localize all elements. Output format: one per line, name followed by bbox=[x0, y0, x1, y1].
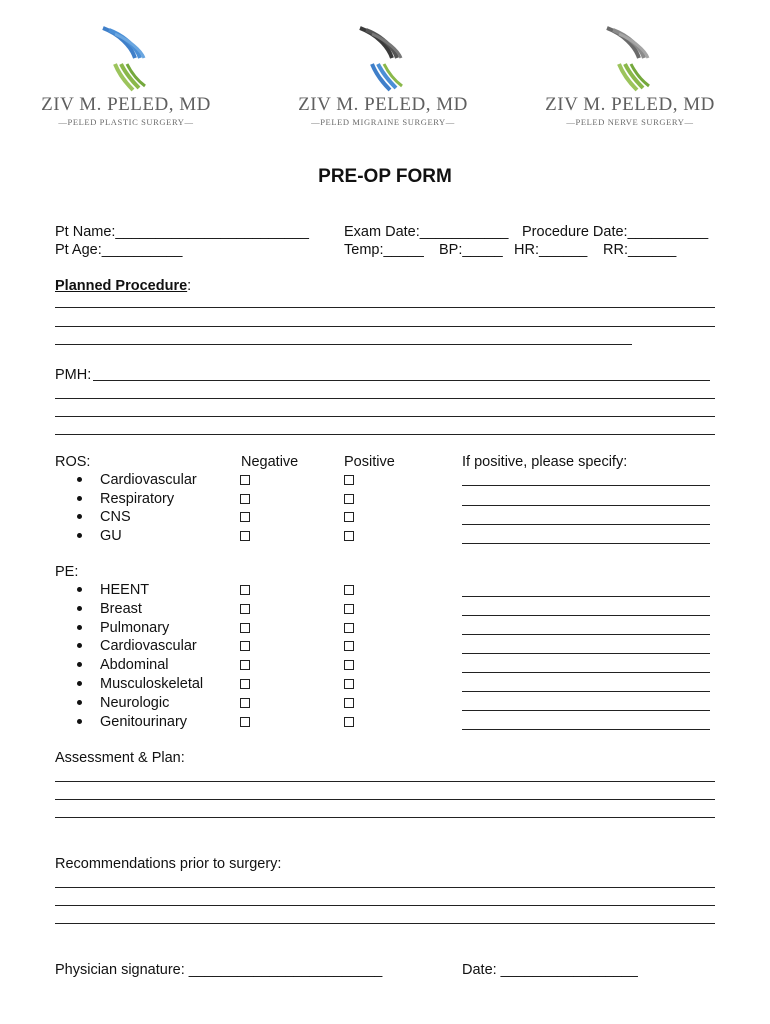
logo-subtitle: —PELED PLASTIC SURGERY— bbox=[58, 117, 194, 127]
negative-checkbox[interactable] bbox=[240, 623, 250, 633]
bullet-icon bbox=[77, 514, 82, 519]
specify-line[interactable] bbox=[462, 505, 710, 506]
pe-item: Neurologic bbox=[100, 695, 170, 711]
specify-line[interactable] bbox=[462, 710, 710, 711]
logo-plastic-surgery bbox=[31, 24, 221, 134]
positive-checkbox[interactable] bbox=[344, 641, 354, 651]
bullet-icon bbox=[77, 477, 82, 482]
negative-checkbox[interactable] bbox=[240, 641, 250, 651]
logo-nerve-surgery bbox=[535, 24, 725, 134]
planned-procedure-line[interactable] bbox=[55, 344, 632, 345]
positive-checkbox[interactable] bbox=[344, 585, 354, 595]
positive-checkbox[interactable] bbox=[344, 698, 354, 708]
procedure-date-field[interactable]: Procedure Date:__________ bbox=[522, 224, 709, 240]
specify-line[interactable] bbox=[462, 653, 710, 654]
pmh-line[interactable] bbox=[55, 398, 715, 399]
negative-checkbox[interactable] bbox=[240, 585, 250, 595]
planned-procedure-label: Planned Procedure bbox=[55, 278, 188, 294]
positive-checkbox[interactable] bbox=[344, 717, 354, 727]
bullet-icon bbox=[77, 681, 82, 686]
specify-line[interactable] bbox=[462, 634, 710, 635]
negative-checkbox[interactable] bbox=[240, 512, 250, 522]
assessment-line[interactable] bbox=[55, 799, 715, 800]
bullet-icon bbox=[77, 533, 82, 538]
pt-name-field[interactable]: Pt Name:________________________ bbox=[55, 224, 309, 240]
logo-subtitle: —PELED NERVE SURGERY— bbox=[566, 117, 694, 127]
bullet-icon bbox=[77, 643, 82, 648]
bullet-icon bbox=[77, 587, 82, 592]
bullet-icon bbox=[77, 496, 82, 501]
physician-signature-field[interactable]: Physician signature: ________________________ bbox=[55, 962, 383, 978]
pe-item: Musculoskeletal bbox=[100, 676, 204, 692]
recommendations-label: Recommendations prior to surgery: bbox=[55, 856, 282, 872]
form-title: PRE-OP FORM bbox=[318, 166, 452, 187]
hr-field[interactable]: HR:______ bbox=[514, 242, 588, 258]
ros-item: Respiratory bbox=[100, 491, 175, 507]
negative-checkbox[interactable] bbox=[240, 698, 250, 708]
logo-swoosh-icon bbox=[595, 24, 665, 92]
bullet-icon bbox=[77, 700, 82, 705]
bullet-icon bbox=[77, 719, 82, 724]
planned-procedure-colon: : bbox=[187, 278, 192, 294]
ros-item: CNS bbox=[100, 509, 131, 525]
positive-checkbox[interactable] bbox=[344, 531, 354, 541]
planned-procedure-heading bbox=[55, 277, 191, 295]
positive-checkbox[interactable] bbox=[344, 660, 354, 670]
pe-label: PE: bbox=[55, 564, 79, 580]
logo-name: ZIV M. PELED, MD bbox=[41, 94, 211, 115]
planned-procedure-line[interactable] bbox=[55, 326, 715, 327]
specify-line[interactable] bbox=[462, 485, 710, 486]
positive-checkbox[interactable] bbox=[344, 604, 354, 614]
positive-checkbox[interactable] bbox=[344, 623, 354, 633]
pmh-line[interactable] bbox=[55, 434, 715, 435]
pmh-label: PMH: bbox=[55, 367, 92, 383]
pt-age-field[interactable]: Pt Age:__________ bbox=[55, 242, 183, 258]
pe-item: Pulmonary bbox=[100, 620, 170, 636]
specify-line[interactable] bbox=[462, 615, 710, 616]
bullet-icon bbox=[77, 606, 82, 611]
assessment-plan-label: Assessment & Plan: bbox=[55, 750, 185, 766]
temp-field[interactable]: Temp:_____ bbox=[344, 242, 424, 258]
logo-swoosh-icon bbox=[348, 24, 418, 92]
negative-checkbox[interactable] bbox=[240, 679, 250, 689]
bullet-icon bbox=[77, 662, 82, 667]
specify-line[interactable] bbox=[462, 672, 710, 673]
logo-subtitle: —PELED MIGRAINE SURGERY— bbox=[311, 117, 455, 127]
positive-checkbox[interactable] bbox=[344, 512, 354, 522]
logo-name: ZIV M. PELED, MD bbox=[545, 94, 715, 115]
specify-line[interactable] bbox=[462, 524, 710, 525]
specify-line[interactable] bbox=[462, 543, 710, 544]
pe-item: Genitourinary bbox=[100, 714, 188, 730]
recommendations-line[interactable] bbox=[55, 887, 715, 888]
logo-name: ZIV M. PELED, MD bbox=[298, 94, 468, 115]
negative-column-header: Negative bbox=[241, 454, 299, 470]
pmh-line[interactable] bbox=[55, 416, 715, 417]
specify-line[interactable] bbox=[462, 596, 710, 597]
ros-item: Cardiovascular bbox=[100, 472, 197, 488]
positive-checkbox[interactable] bbox=[344, 475, 354, 485]
date-field[interactable]: Date: _________________ bbox=[462, 962, 638, 978]
ros-item: GU bbox=[100, 528, 122, 544]
logo-migraine-surgery bbox=[288, 24, 478, 134]
specify-line[interactable] bbox=[462, 729, 710, 730]
negative-checkbox[interactable] bbox=[240, 660, 250, 670]
pe-item: HEENT bbox=[100, 582, 150, 598]
negative-checkbox[interactable] bbox=[240, 475, 250, 485]
logo-swoosh-icon bbox=[91, 24, 161, 92]
pe-item: Cardiovascular bbox=[100, 638, 197, 654]
negative-checkbox[interactable] bbox=[240, 494, 250, 504]
planned-procedure-line[interactable] bbox=[55, 307, 715, 308]
recommendations-line[interactable] bbox=[55, 923, 715, 924]
positive-checkbox[interactable] bbox=[344, 679, 354, 689]
pe-item: Abdominal bbox=[100, 657, 169, 673]
specify-line[interactable] bbox=[462, 691, 710, 692]
pe-item: Breast bbox=[100, 601, 142, 617]
rr-field[interactable]: RR:______ bbox=[603, 242, 677, 258]
bullet-icon bbox=[77, 625, 82, 630]
recommendations-line[interactable] bbox=[55, 905, 715, 906]
assessment-line[interactable] bbox=[55, 781, 715, 782]
bp-field[interactable]: BP:_____ bbox=[439, 242, 503, 258]
ros-label: ROS: bbox=[55, 454, 91, 470]
negative-checkbox[interactable] bbox=[240, 531, 250, 541]
negative-checkbox[interactable] bbox=[240, 717, 250, 727]
pmh-line[interactable] bbox=[93, 380, 710, 381]
specify-column-header: If positive, please specify: bbox=[462, 454, 628, 470]
assessment-line[interactable] bbox=[55, 817, 715, 818]
positive-checkbox[interactable] bbox=[344, 494, 354, 504]
negative-checkbox[interactable] bbox=[240, 604, 250, 614]
exam-date-field[interactable]: Exam Date:___________ bbox=[344, 224, 509, 240]
positive-column-header: Positive bbox=[344, 454, 395, 470]
